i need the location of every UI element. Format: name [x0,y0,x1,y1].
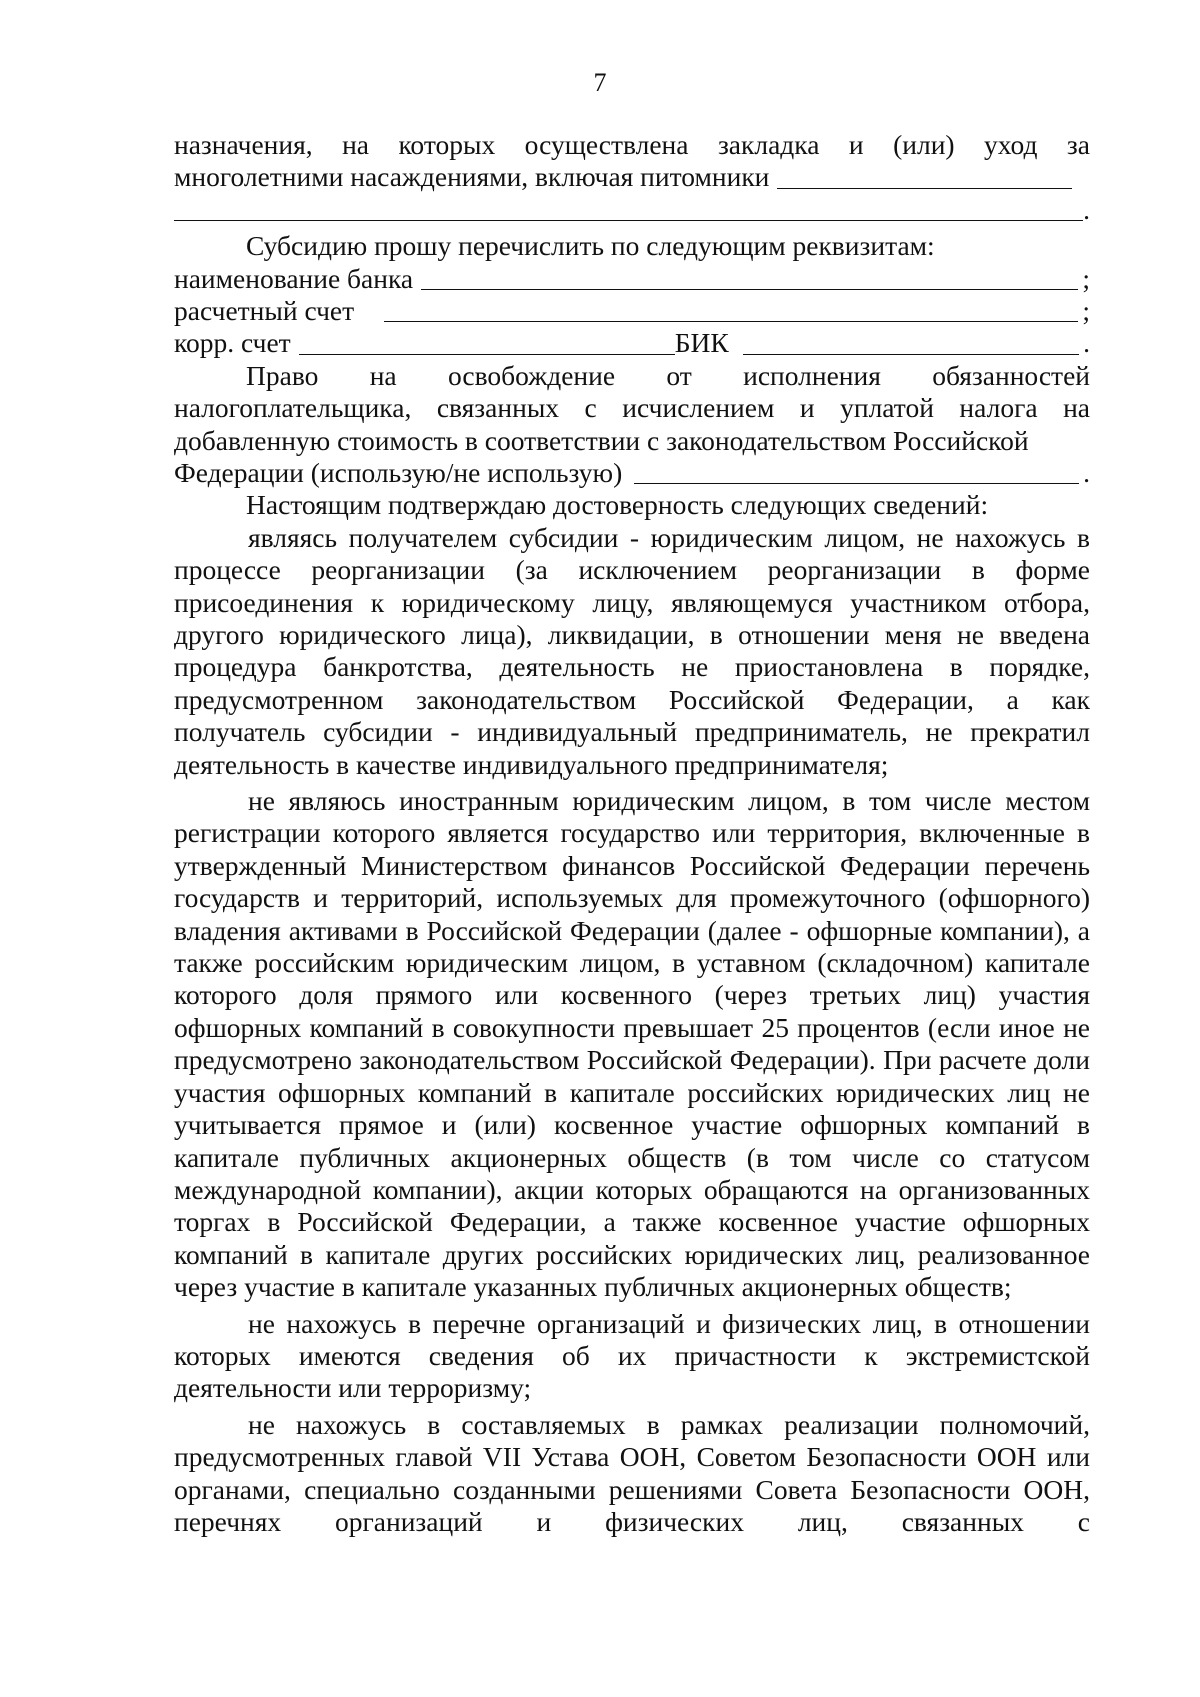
account-row [174,295,1090,327]
intro-line-2 [174,161,1090,193]
nursery-blank-line[interactable] [777,164,1072,189]
bank-name-end: ; [1082,262,1090,294]
intro-line-1: назначения, на которых осуществлена закладка и (или) уход за [174,129,1090,160]
intro-line-3 [174,194,1090,226]
bank-name-row [174,263,1090,295]
confirm-paragraph-1: являясь получателем субсидии - юридическим лицом, не нахожусь в процессе реорганизации (за исключением реорганизации в форме присоединения к юридическому лицу, являющемуся участником отбора, другого юридического лица), ликвидации, в отношении меня не введена процедура банкротства, деятельность не приостановлена в порядке, предусмотренном законодательством Российской Федерации, а как получатель субсидии - индивидуальный предприниматель, не прекратил деятельность в качестве индивидуального предпринимателя; [174,521,1090,780]
vat-end: . [1083,456,1090,488]
confirm-paragraph-3: не нахожусь в перечне организаций и физических лиц, в отношении которых имеются сведения об их причастности к экстремистской деятельности или терроризму; [174,1307,1090,1404]
corr-end: . [1083,327,1090,359]
account-field[interactable] [384,297,1078,322]
confirm-paragraph-2: не являюсь иностранным юридическим лицом, в том числе местом регистрации которого является государство или территория, включенные в утвержденный Министерством финансов Российской Федерации перечень государств и территорий, используемых для промежуточного (офшорного) владения активами в Российской Федерации (далее - офшорные компании), а также российским юридическим лицом, в уставном (складочном) капитале которого доля прямого или косвенного (через третьих лиц) участия офшорных компаний в совокупности превышает 25 процентов (если иное не предусмотрено законодательством Российской Федерации). При расчете доли участия офшорных компаний в капитале российских юридических лиц не учитывается прямое и (или) косвенное участие офшорных компаний в капитале публичных акционерных обществ (в том числе со статусом международной компании), акции которых обращаются на организованных торгах в Российской Федерации, а также косвенное участие офшорных компаний в капитале других российских юридических лиц, реализованное через участие в капитале указанных публичных акционерных обществ; [174,785,1090,1303]
bank-name-label: наименование банка [174,262,414,294]
bik-label: БИК [674,327,729,359]
page-number: 7 [593,68,607,97]
vat-paragraph: Право на освобождение от исполнения обязанностей налогоплательщика, связанных с исчислением и уплатой налога на добавленную стоимость в соответствии с законодательством Российской [174,359,1090,456]
confirm-paragraph-4: не нахожусь в составляемых в рамках реализации полномочий, предусмотренных главой VII Устава ООН, Советом Безопасности ООН или органами, специально созданными решениями Совета Безопасности ООН, перечнях организаций и физических лиц, связанных с [174,1408,1090,1537]
document-body [174,129,1090,1538]
corr-account-field[interactable] [299,330,675,355]
bik-field[interactable] [743,330,1079,355]
bank-name-field[interactable] [421,265,1078,290]
account-label: расчетный счет [174,294,355,326]
corr-row [174,327,1090,359]
account-end: ; [1082,294,1090,326]
bank-heading: Субсидию прошу перечислить по следующим реквизитам: [246,230,935,262]
intro-line-2-text: многолетними насаждениями, включая питомники [174,161,770,193]
vat-field[interactable] [634,459,1079,484]
nursery-blank-line-2[interactable] [174,196,1083,221]
vat-last-row [174,457,1090,489]
vat-last-line: Федерации (использую/не использую) [174,456,623,488]
corr-label: корр. счет [174,327,291,359]
confirm-heading: Настоящим подтверждаю достоверность следующих сведений: [246,489,989,521]
intro-line-3-end: . [1083,193,1090,225]
